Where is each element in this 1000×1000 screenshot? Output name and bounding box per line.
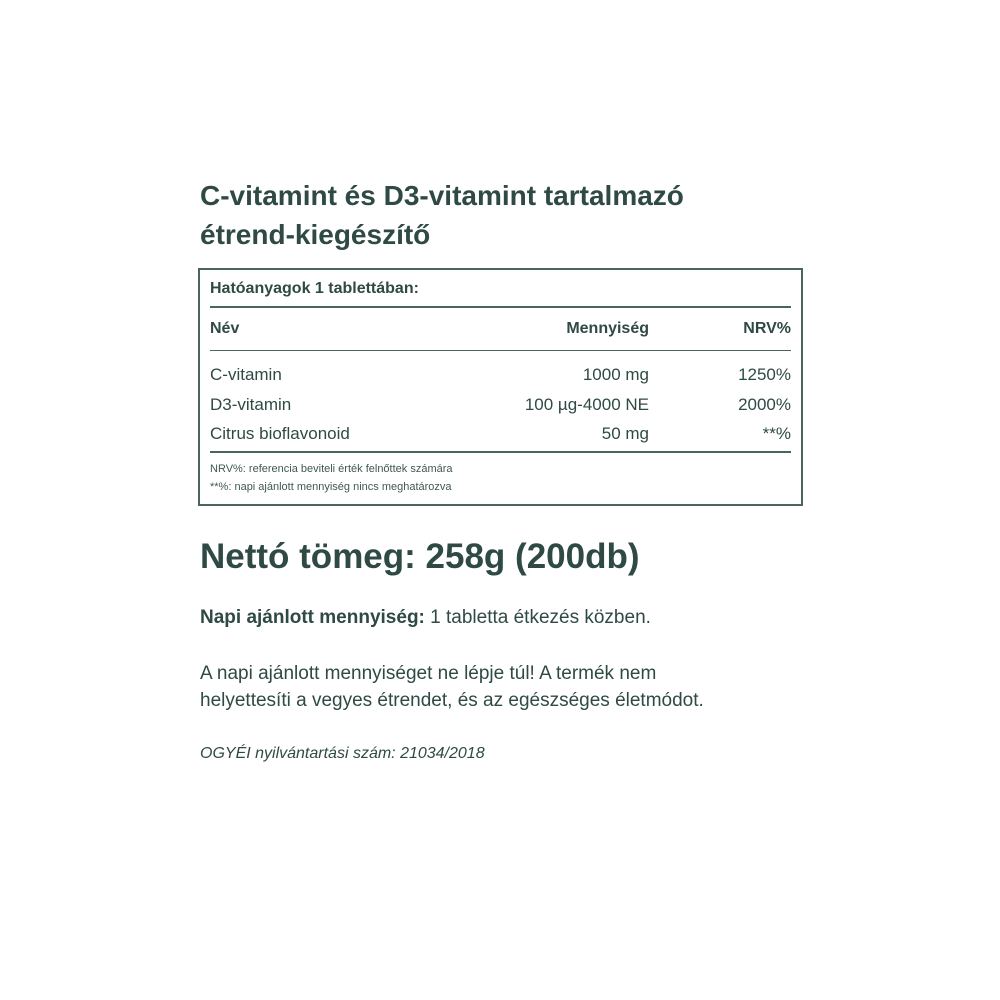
column-header-quantity: Mennyiség — [566, 320, 649, 337]
daily-dosage — [200, 607, 651, 629]
ingredient-nrv: 2000% — [738, 395, 791, 414]
ingredient-nrv: 1250% — [738, 365, 791, 384]
ingredient-nrv: **% — [762, 424, 791, 443]
warning-line-1: A napi ajánlott mennyiséget ne lépje túl! A termék nem — [200, 663, 657, 684]
heading-divider — [210, 306, 791, 308]
daily-dosage-value: 1 tabletta étkezés közben. — [424, 607, 651, 628]
product-title — [200, 176, 820, 254]
warning-line-2: helyettesíti a vegyes étrendet, és az egészséges életmódot. — [200, 690, 704, 711]
ingredient-quantity: 50 mg — [601, 424, 649, 443]
header-divider — [210, 350, 791, 351]
asterisk-footnote: **%: napi ajánlott mennyiség nincs meghatározva — [210, 481, 452, 493]
warning-text — [200, 660, 820, 714]
daily-dosage-label: Napi ajánlott mennyiség: — [200, 607, 425, 628]
column-header-nrv: NRV% — [743, 320, 791, 337]
column-header-name: Név — [210, 320, 240, 337]
ingredient-name: C-vitamin — [210, 365, 282, 384]
ingredients-heading: Hatóanyagok 1 tablettában: — [210, 280, 419, 297]
product-title-line-2: étrend-kiegészítő — [200, 219, 431, 250]
ingredient-name: Citrus bioflavonoid — [210, 424, 350, 443]
product-title-line-1: C-vitamint és D3-vitamint tartalmazó — [200, 180, 684, 211]
footer-divider — [210, 451, 791, 453]
net-weight: Nettó tömeg: 258g (200db) — [200, 537, 640, 576]
ingredient-name: D3-vitamin — [210, 395, 292, 414]
nrv-footnote: NRV%: referencia beviteli érték felnőttek számára — [210, 463, 453, 475]
ingredients-panel — [198, 268, 803, 506]
registration-number: OGYÉI nyilvántartási szám: 21034/2018 — [200, 745, 485, 762]
ingredient-quantity: 100 µg-4000 NE — [524, 395, 649, 414]
ingredient-quantity: 1000 mg — [582, 365, 649, 384]
